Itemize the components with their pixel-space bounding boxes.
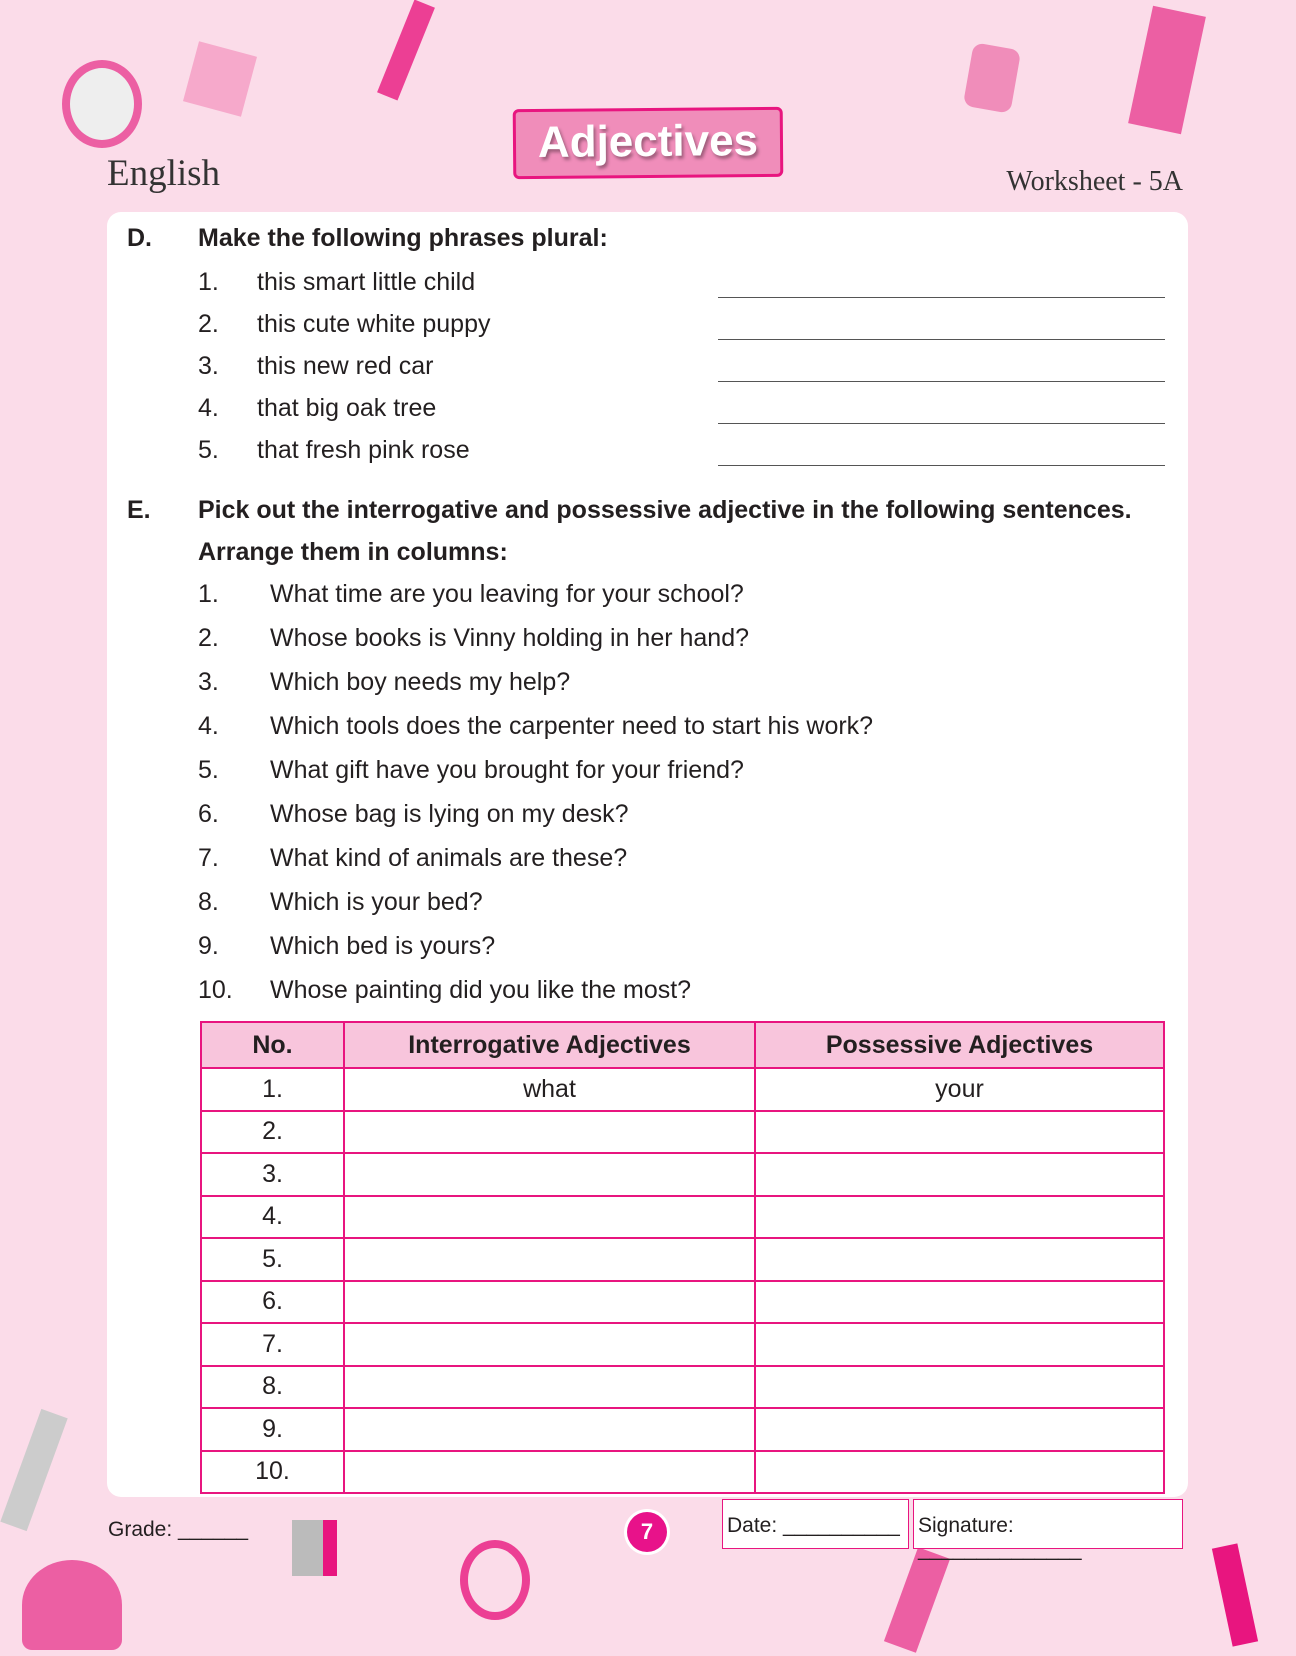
table-row xyxy=(201,1153,1164,1196)
section-e-heading: Pick out the interrogative and possessive adjective in the following sentences. xyxy=(198,496,1132,524)
phrase-number: 4. xyxy=(198,394,219,422)
sentence-text: Whose books is Vinny holding in her hand? xyxy=(270,624,750,652)
table-row xyxy=(201,1281,1164,1324)
sentence-text: Which is your bed? xyxy=(270,888,483,916)
eraser-icon xyxy=(963,42,1021,113)
sentence-number: 7. xyxy=(198,844,219,872)
possessive-cell[interactable] xyxy=(755,1281,1164,1324)
answer-table xyxy=(200,1021,1165,1494)
possessive-cell[interactable]: your xyxy=(755,1068,1164,1111)
page-title: Adjectives xyxy=(513,107,784,179)
section-d-heading: Make the following phrases plural: xyxy=(198,224,608,252)
row-number: 1. xyxy=(201,1068,344,1111)
possessive-cell[interactable] xyxy=(755,1408,1164,1451)
subject-label: English xyxy=(107,153,221,194)
pencil-icon xyxy=(377,0,435,100)
interrogative-cell[interactable] xyxy=(344,1366,755,1409)
sentence-number: 5. xyxy=(198,756,219,784)
sentence-text: Which tools does the carpenter need to start his work? xyxy=(270,712,874,740)
pen-icon xyxy=(1212,1543,1258,1646)
interrogative-cell[interactable] xyxy=(344,1153,755,1196)
sentence-text: Whose painting did you like the most? xyxy=(270,976,692,1004)
header-no: No. xyxy=(201,1022,344,1068)
table-row xyxy=(201,1196,1164,1239)
phrase-text: this smart little child xyxy=(257,268,476,296)
sentence-number: 1. xyxy=(198,580,219,608)
interrogative-cell[interactable] xyxy=(344,1111,755,1154)
interrogative-cell[interactable] xyxy=(344,1196,755,1239)
sentence-text: Which bed is yours? xyxy=(270,932,496,960)
answer-line[interactable] xyxy=(718,338,1165,340)
table-row xyxy=(201,1111,1164,1154)
possessive-cell[interactable] xyxy=(755,1323,1164,1366)
interrogative-cell[interactable]: what xyxy=(344,1068,755,1111)
interrogative-cell[interactable] xyxy=(344,1238,755,1281)
row-number: 3. xyxy=(201,1153,344,1196)
scissors-icon xyxy=(460,1540,530,1620)
row-number: 9. xyxy=(201,1408,344,1451)
table-row xyxy=(201,1366,1164,1409)
answer-line[interactable] xyxy=(718,296,1165,298)
answer-line[interactable] xyxy=(718,422,1165,424)
sentence-number: 8. xyxy=(198,888,219,916)
phrase-number: 5. xyxy=(198,436,219,464)
sharpener-icon xyxy=(292,1520,337,1576)
interrogative-cell[interactable] xyxy=(344,1408,755,1451)
worksheet-number: Worksheet - 5A xyxy=(1006,166,1183,197)
sentence-number: 10. xyxy=(198,976,233,1004)
row-number: 5. xyxy=(201,1238,344,1281)
row-number: 10. xyxy=(201,1451,344,1494)
sentence-text: Whose bag is lying on my desk? xyxy=(270,800,629,828)
sentence-text: What kind of animals are these? xyxy=(270,844,628,872)
date-field[interactable]: Date: __________ xyxy=(722,1499,909,1549)
signature-field[interactable]: Signature: ______________ xyxy=(913,1499,1183,1549)
ruler-icon xyxy=(0,1409,67,1531)
interrogative-cell[interactable] xyxy=(344,1451,755,1494)
table-row xyxy=(201,1238,1164,1281)
possessive-cell[interactable] xyxy=(755,1238,1164,1281)
phrase-text: this cute white puppy xyxy=(257,310,491,338)
header-interrogative: Interrogative Adjectives xyxy=(344,1022,755,1068)
table-row xyxy=(201,1068,1164,1111)
phrase-text: this new red car xyxy=(257,352,434,380)
row-number: 8. xyxy=(201,1366,344,1409)
sentence-text: What gift have you brought for your friend? xyxy=(270,756,744,784)
table-row xyxy=(201,1451,1164,1494)
answer-line[interactable] xyxy=(718,464,1165,466)
alarm-clock-icon xyxy=(62,60,142,148)
interrogative-cell[interactable] xyxy=(344,1281,755,1324)
phrase-number: 1. xyxy=(198,268,219,296)
row-number: 7. xyxy=(201,1323,344,1366)
possessive-cell[interactable] xyxy=(755,1196,1164,1239)
bag-icon xyxy=(22,1560,122,1650)
table-row xyxy=(201,1323,1164,1366)
possessive-cell[interactable] xyxy=(755,1451,1164,1494)
row-number: 6. xyxy=(201,1281,344,1324)
possessive-cell[interactable] xyxy=(755,1153,1164,1196)
section-e-subheading: Arrange them in columns: xyxy=(198,538,508,566)
row-number: 4. xyxy=(201,1196,344,1239)
page-number: 7 xyxy=(627,1512,667,1552)
sentence-number: 2. xyxy=(198,624,219,652)
section-e-letter: E. xyxy=(127,496,151,524)
phrase-text: that fresh pink rose xyxy=(257,436,470,464)
crayon-icon xyxy=(884,1547,950,1653)
table-row xyxy=(201,1408,1164,1451)
possessive-cell[interactable] xyxy=(755,1366,1164,1409)
sentence-number: 3. xyxy=(198,668,219,696)
pencil-character-icon xyxy=(1128,6,1206,135)
sentence-text: What time are you leaving for your school? xyxy=(270,580,744,608)
section-d-letter: D. xyxy=(127,224,152,252)
row-number: 2. xyxy=(201,1111,344,1154)
phrase-number: 3. xyxy=(198,352,219,380)
sentence-number: 9. xyxy=(198,932,219,960)
phrase-number: 2. xyxy=(198,310,219,338)
sentence-text: Which boy needs my help? xyxy=(270,668,571,696)
interrogative-cell[interactable] xyxy=(344,1323,755,1366)
phrase-text: that big oak tree xyxy=(257,394,437,422)
notebook-icon xyxy=(183,41,257,116)
sentence-number: 6. xyxy=(198,800,219,828)
possessive-cell[interactable] xyxy=(755,1111,1164,1154)
answer-line[interactable] xyxy=(718,380,1165,382)
grade-field[interactable]: Grade: ______ xyxy=(108,1518,249,1541)
sentence-number: 4. xyxy=(198,712,219,740)
header-possessive: Possessive Adjectives xyxy=(755,1022,1164,1068)
